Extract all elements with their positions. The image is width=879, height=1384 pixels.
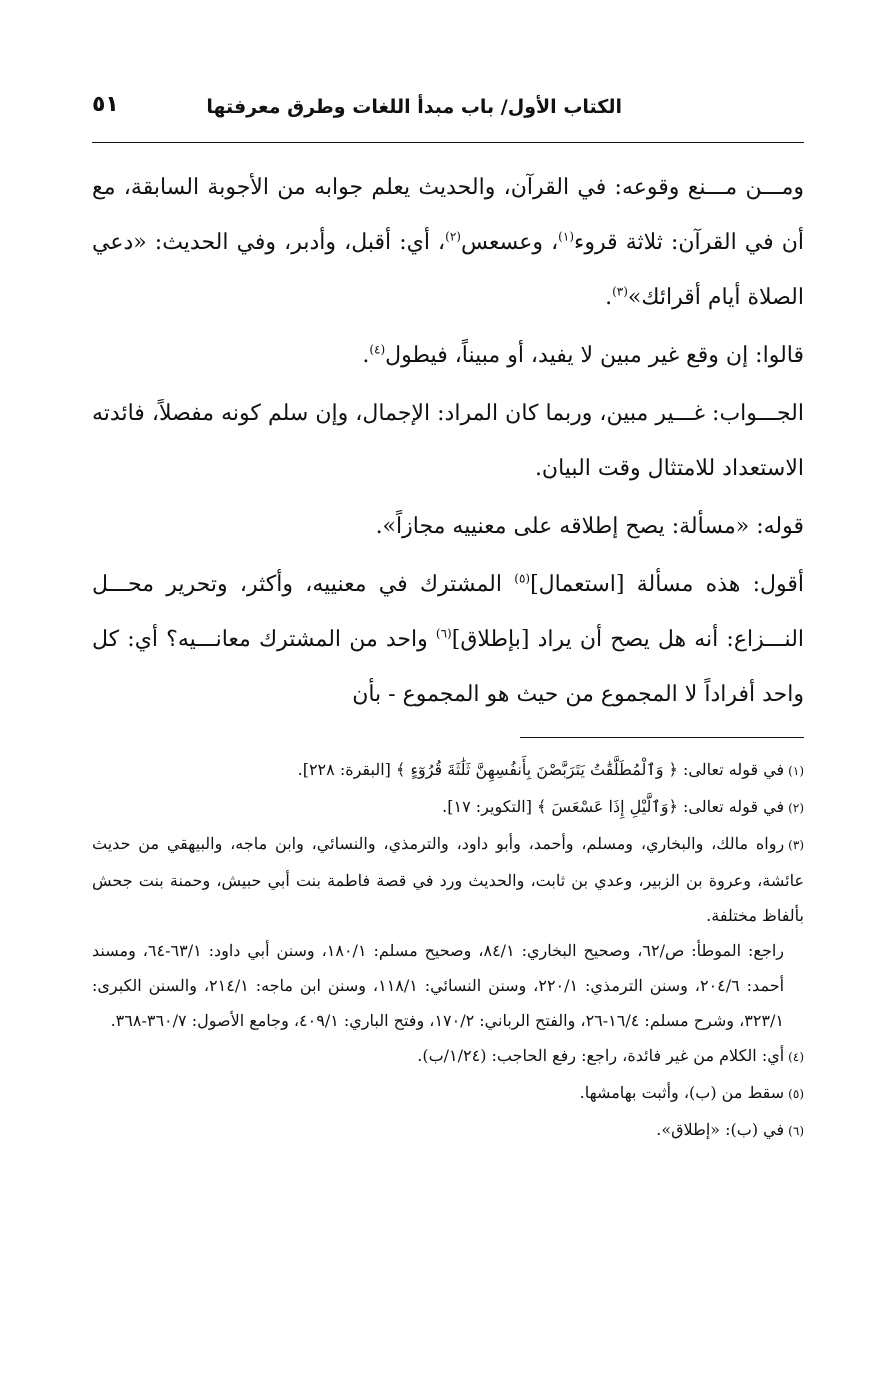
footnote-text: في (ب): «إطلاق». xyxy=(656,1120,785,1139)
header-rule xyxy=(92,142,804,143)
footnote-ref: (٣) xyxy=(612,284,628,299)
footnote-6 xyxy=(92,1112,804,1149)
footnote-text: في قوله تعالى: ﴿وَٱلَّيْلِ إِذَا عَسْعَسَ ﴾ [التكوير: ١٧]. xyxy=(442,797,785,816)
footnote-3-references: راجع: الموطأ: ص/٦٢، وصحيح البخاري: ٨٤/١، وصحيح مسلم: ١٨٠/١، وسنن أبي داود: ٦٣/١-٦٤، ومسند أحمد: ٢٠٤/٦، وسنن الترمذي: ٢٢٠/١، وسنن النسائي: ١١٨/١، وسنن ابن ماجه: ٢١٤/١، والسنن الكبرى: ٣٢٣/١، وشرح مسلم: ١٦/٤-٢٦، والفتح الرباني: ١٧٠/٢، وفتح الباري: ٤٠٩/١، وجامع الأصول: ٣٦٠/٧-٣٦٨. xyxy=(92,941,785,1030)
footnote-2 xyxy=(92,789,804,826)
footnote-3 xyxy=(92,826,804,933)
paragraph-text: . xyxy=(362,343,370,368)
footnote-number: (٣) xyxy=(788,838,804,852)
running-header xyxy=(92,92,802,140)
paragraph-1 xyxy=(92,160,804,325)
footnote-ref: (٥) xyxy=(514,571,531,586)
footnote-ref: (٦) xyxy=(435,626,452,641)
footnote-text: أي: الكلام من غير فائدة، راجع: رفع الحاجب: (١/٢٤/ب). xyxy=(417,1046,785,1065)
footnotes xyxy=(92,752,804,1149)
footnote-number: (٦) xyxy=(788,1124,804,1138)
paragraph-text: قالوا: إن وقع غير مبين لا يفيد، أو مبيناً، فيطول xyxy=(385,343,804,368)
footnote-number: (٢) xyxy=(788,801,804,815)
paragraph-text: المشترك في معنييه، وأكثر، وتحرير محـــل النـــزاع: أنه هل يصح أن يراد [بإطلاق] xyxy=(92,572,805,652)
footnote-4 xyxy=(92,1038,804,1075)
paragraph-text: . xyxy=(605,285,613,310)
paragraph-5 xyxy=(92,557,804,722)
main-text xyxy=(92,160,804,725)
footnote-ref: (٢) xyxy=(445,229,461,244)
footnote-number: (٥) xyxy=(788,1087,804,1101)
footnote-text: رواه مالك، والبخاري، ومسلم، وأحمد، وأبو داود، والترمذي، والنسائي، وابن ماجه، والبيهقي من حديث عائشة، وعروة بن الزبير، وعدي بن ثابت، والحديث ورد في قصة فاطمة بنت أبي حبيش، وحمنة بنت جحش بألفاظ مختلفة. xyxy=(92,834,804,925)
footnote-text: سقط من (ب)، وأثبت بهامشها. xyxy=(579,1083,785,1102)
paragraph-text: ومـــن مـــنع وقوعه: في القرآن، والحديث يعلم جوابه من الأجوبة السابقة، مع أن في القرآن: ثلاثة قروء xyxy=(92,175,804,255)
header-title: الكتاب الأول/ باب مبدأ اللغات وطرق معرفتها xyxy=(206,96,622,118)
paragraph-3: الجـــواب: غـــير مبين، وربما كان المراد: الإجمال، وإن سلم كونه مفصلاً، فائدته الاستعداد للامتثال وقت البيان. xyxy=(92,401,804,481)
paragraph-text: واحد من المشترك معانـــيه؟ أي: كل واحد أفراداً لا المجموع من حيث هو المجموع - بأن xyxy=(92,627,804,707)
paragraph-text: أقول: هذه مسألة [استعمال] xyxy=(530,572,804,597)
paragraph-text: ، وعسعس xyxy=(460,230,559,255)
footnote-number: (١) xyxy=(788,764,804,778)
paragraph-2 xyxy=(92,328,804,383)
footnote-ref: (٤) xyxy=(369,342,386,357)
paragraph-text: ، أي: أقبل، وأدبر، وفي الحديث: «دعي الصلاة أيام أقرائك» xyxy=(92,230,804,310)
page-number: ٥١ xyxy=(92,92,119,117)
footnote-1 xyxy=(92,752,804,789)
footnote-ref: (١) xyxy=(558,229,574,244)
footnote-separator xyxy=(520,737,804,738)
footnote-number: (٤) xyxy=(788,1050,804,1064)
footnote-5 xyxy=(92,1075,804,1112)
footnote-text: في قوله تعالى: ﴿ وَٱلْمُطَلَّقَٰتُ يَتَرَبَّصْنَ بِأَنفُسِهِنَّ ثَلَٰثَةَ قُرُوٓءٍ ﴾ [البقرة: ٢٢٨]. xyxy=(297,760,785,779)
paragraph-4: قوله: «مسألة: يصح إطلاقه على معنييه مجازاً». xyxy=(375,514,804,539)
